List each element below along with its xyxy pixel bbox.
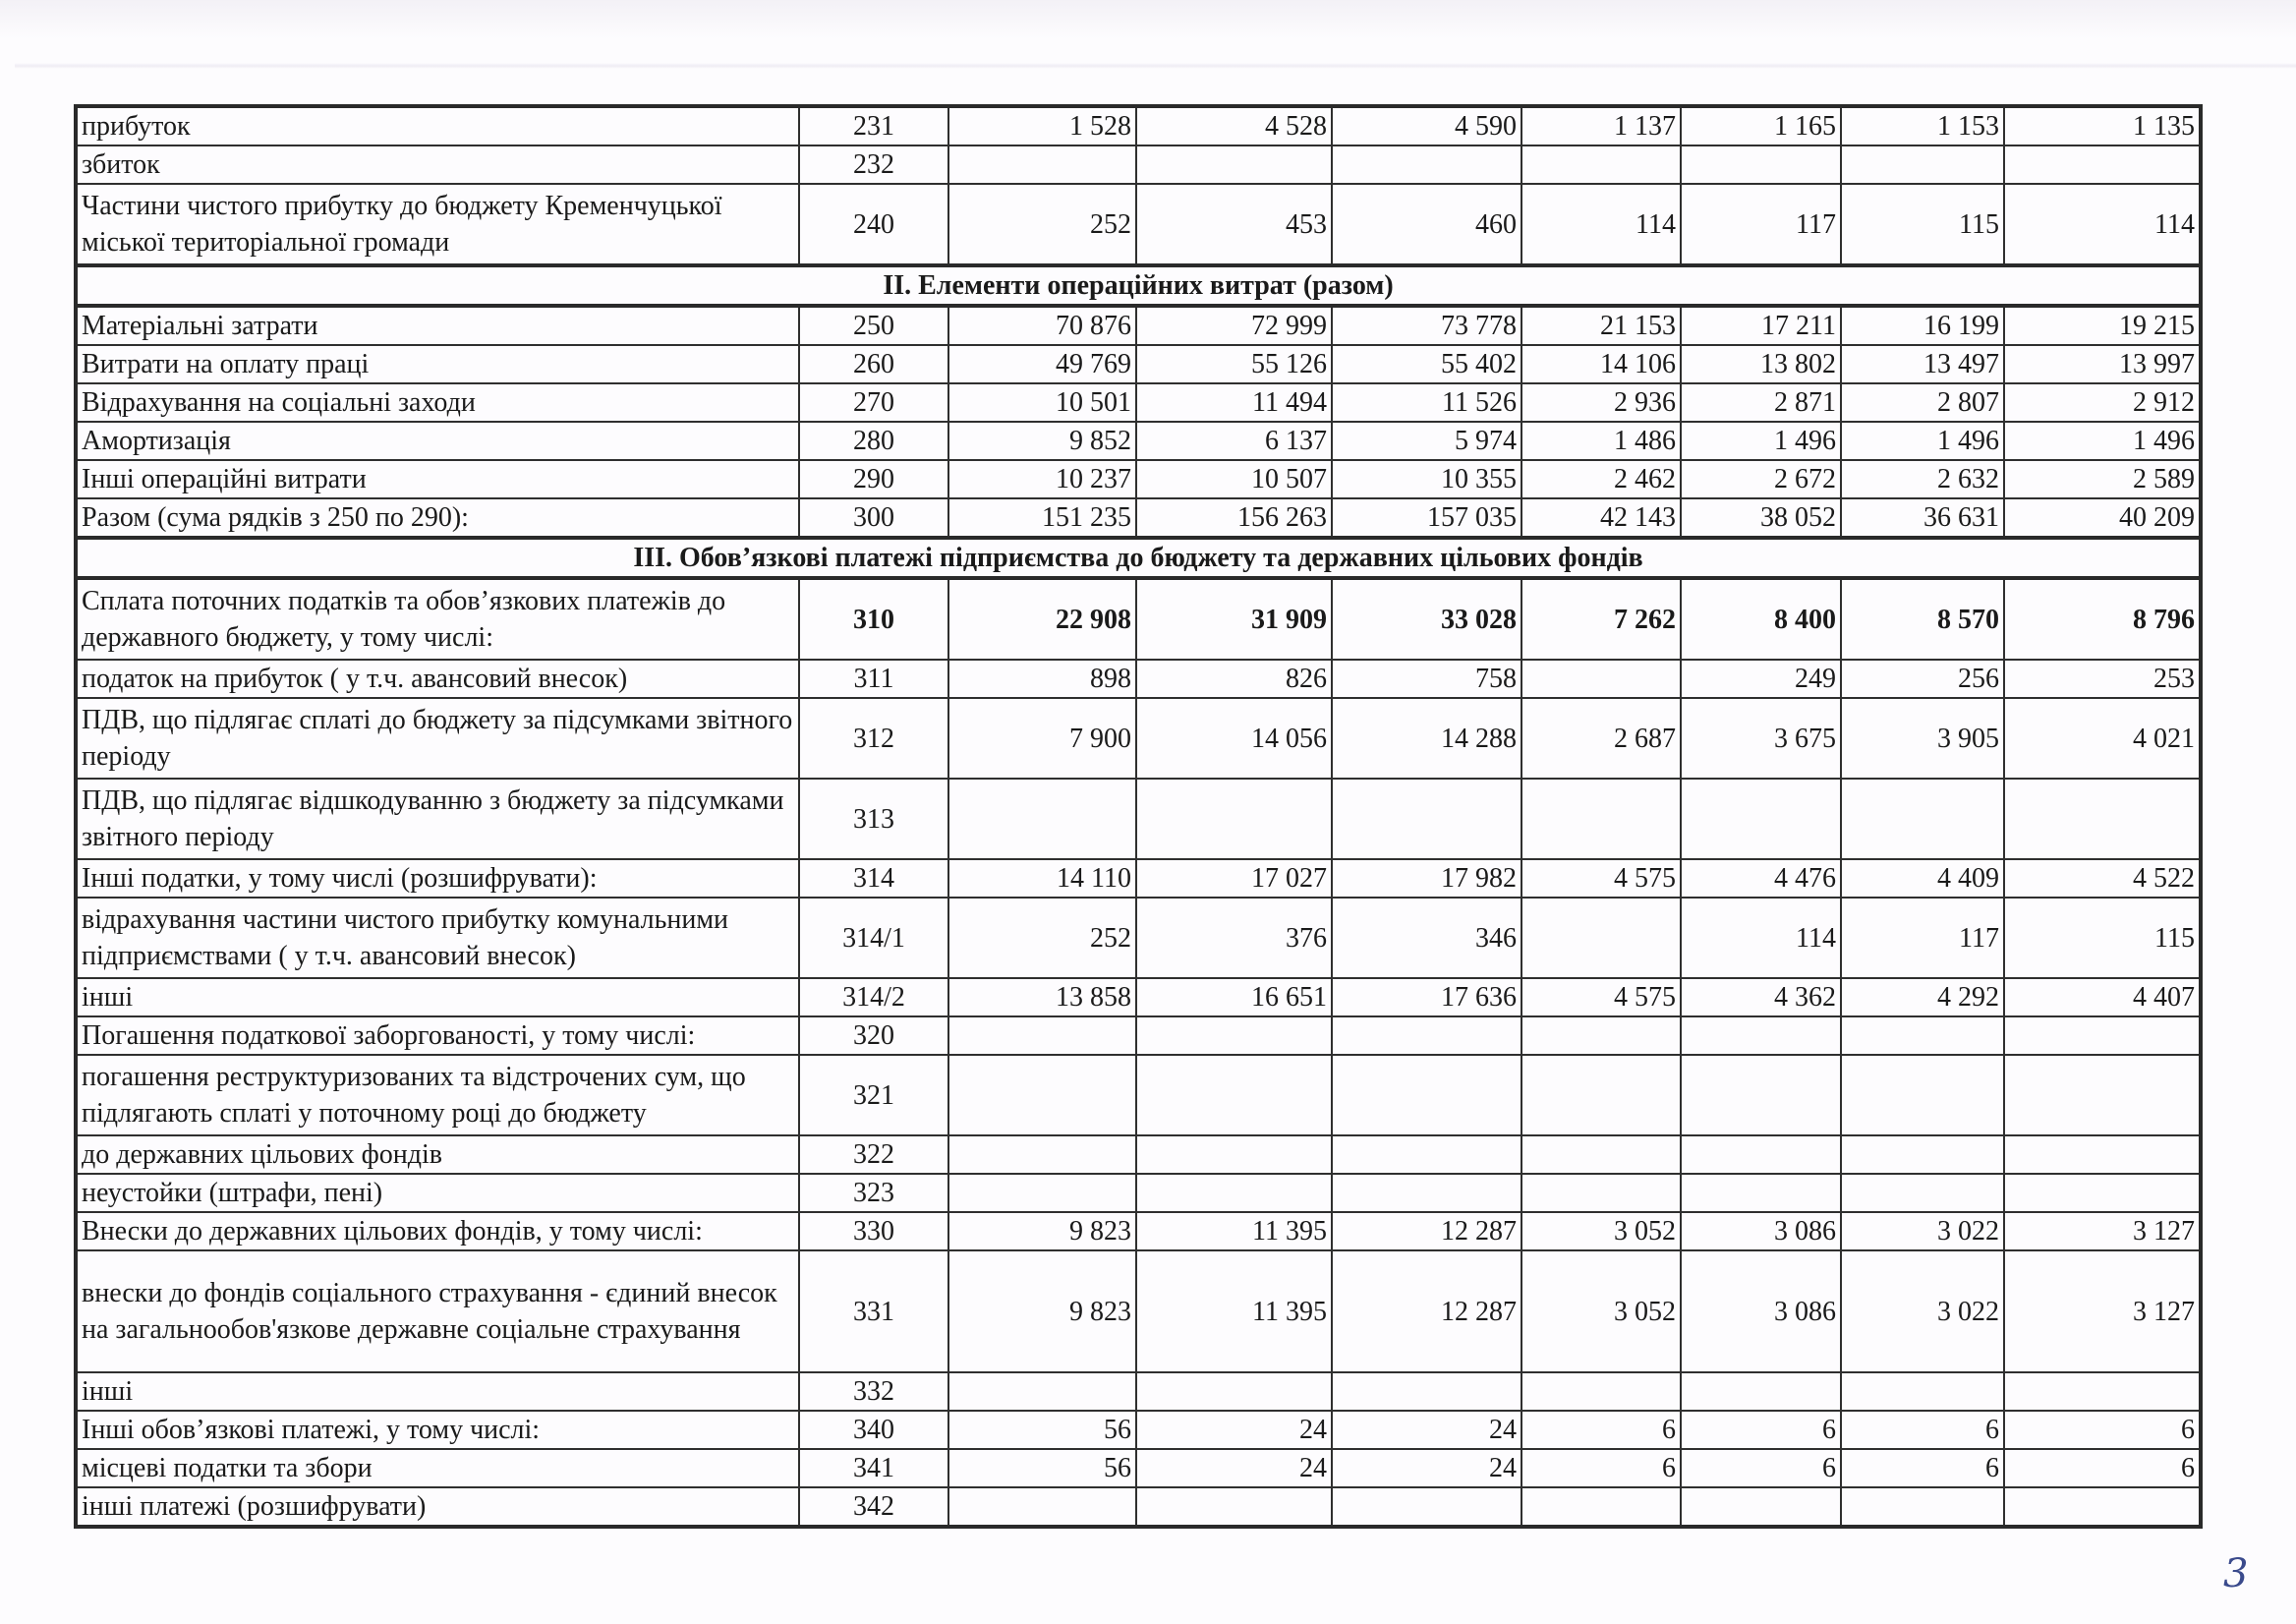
value-cell: 6 — [1841, 1411, 2004, 1449]
row-name: погашення реструктуризованих та відстрочених сум, що підлягають сплаті у поточному році до бюджету — [76, 1055, 799, 1135]
value-cell: 2 912 — [2004, 383, 2201, 422]
value-cell: 114 — [2004, 184, 2201, 265]
value-cell: 6 — [1681, 1449, 1841, 1487]
value-cell: 8 570 — [1841, 578, 2004, 660]
value-cell — [1332, 1372, 1521, 1411]
value-cell: 3 905 — [1841, 698, 2004, 779]
table-row — [76, 978, 2201, 1016]
value-cell: 24 — [1332, 1449, 1521, 1487]
table-row — [76, 898, 2201, 978]
value-cell: 256 — [1841, 660, 2004, 698]
value-cell: 3 127 — [2004, 1212, 2201, 1250]
value-cell: 4 522 — [2004, 859, 2201, 898]
value-cell: 252 — [948, 184, 1136, 265]
table-row — [76, 422, 2201, 460]
value-cell: 42 143 — [1521, 498, 1681, 538]
value-cell: 11 395 — [1136, 1212, 1332, 1250]
row-code: 260 — [799, 345, 948, 383]
value-cell: 10 507 — [1136, 460, 1332, 498]
value-cell: 3 086 — [1681, 1212, 1841, 1250]
row-code: 314/2 — [799, 978, 948, 1016]
value-cell — [1521, 1016, 1681, 1055]
value-cell — [1681, 1135, 1841, 1174]
value-cell: 13 497 — [1841, 345, 2004, 383]
value-cell: 21 153 — [1521, 306, 1681, 345]
value-cell: 24 — [1332, 1411, 1521, 1449]
financial-plan-table — [74, 104, 2203, 1529]
value-cell: 56 — [948, 1411, 1136, 1449]
value-cell: 156 263 — [1136, 498, 1332, 538]
table-row — [76, 1449, 2201, 1487]
row-code: 322 — [799, 1135, 948, 1174]
value-cell: 9 852 — [948, 422, 1136, 460]
section-title: III. Обов’язкові платежі підприємства до бюджету та державних цільових фондів — [76, 538, 2201, 578]
value-cell — [948, 1174, 1136, 1212]
value-cell: 4 021 — [2004, 698, 2201, 779]
value-cell: 3 052 — [1521, 1212, 1681, 1250]
value-cell — [1841, 1487, 2004, 1527]
value-cell — [1332, 1174, 1521, 1212]
table-row — [76, 145, 2201, 184]
row-name: інші — [76, 1372, 799, 1411]
row-code: 341 — [799, 1449, 948, 1487]
row-code: 332 — [799, 1372, 948, 1411]
value-cell: 10 501 — [948, 383, 1136, 422]
value-cell: 1 486 — [1521, 422, 1681, 460]
value-cell: 3 086 — [1681, 1250, 1841, 1372]
value-cell — [1521, 660, 1681, 698]
table-row — [76, 1016, 2201, 1055]
value-cell: 4 362 — [1681, 978, 1841, 1016]
value-cell: 114 — [1681, 898, 1841, 978]
value-cell — [1332, 145, 1521, 184]
value-cell: 2 807 — [1841, 383, 2004, 422]
value-cell: 1 528 — [948, 106, 1136, 145]
value-cell: 376 — [1136, 898, 1332, 978]
value-cell: 16 199 — [1841, 306, 2004, 345]
value-cell — [2004, 1487, 2201, 1527]
value-cell: 22 908 — [948, 578, 1136, 660]
value-cell — [948, 779, 1136, 859]
value-cell: 33 028 — [1332, 578, 1521, 660]
scan-shade — [0, 0, 2296, 39]
value-cell: 12 287 — [1332, 1212, 1521, 1250]
value-cell — [1521, 1487, 1681, 1527]
table-row — [76, 184, 2201, 265]
value-cell: 36 631 — [1841, 498, 2004, 538]
value-cell: 16 651 — [1136, 978, 1332, 1016]
value-cell: 117 — [1681, 184, 1841, 265]
row-name: інші платежі (розшифрувати) — [76, 1487, 799, 1527]
value-cell: 2 871 — [1681, 383, 1841, 422]
value-cell — [948, 1487, 1136, 1527]
table-row — [76, 578, 2201, 660]
value-cell: 17 636 — [1332, 978, 1521, 1016]
value-cell — [2004, 779, 2201, 859]
row-name: внески до фондів соціального страхування - єдиний внесок на загальнообов'язкове державне соціальне страхування — [76, 1250, 799, 1372]
value-cell: 898 — [948, 660, 1136, 698]
value-cell — [2004, 1055, 2201, 1135]
value-cell: 460 — [1332, 184, 1521, 265]
value-cell: 8 796 — [2004, 578, 2201, 660]
value-cell — [1136, 1016, 1332, 1055]
value-cell: 826 — [1136, 660, 1332, 698]
row-name: неустойки (штрафи, пені) — [76, 1174, 799, 1212]
value-cell: 6 137 — [1136, 422, 1332, 460]
section-header-row — [76, 265, 2201, 306]
value-cell: 6 — [2004, 1411, 2201, 1449]
value-cell — [1681, 779, 1841, 859]
row-name: Інші обов’язкові платежі, у тому числі: — [76, 1411, 799, 1449]
value-cell — [1136, 1174, 1332, 1212]
value-cell — [1841, 1016, 2004, 1055]
value-cell: 9 823 — [948, 1250, 1136, 1372]
row-code: 290 — [799, 460, 948, 498]
row-code: 300 — [799, 498, 948, 538]
value-cell: 157 035 — [1332, 498, 1521, 538]
value-cell: 758 — [1332, 660, 1521, 698]
value-cell: 4 476 — [1681, 859, 1841, 898]
value-cell: 14 110 — [948, 859, 1136, 898]
table-row — [76, 698, 2201, 779]
row-name: ПДВ, що підлягає відшкодуванню з бюджету за підсумками звітного періоду — [76, 779, 799, 859]
value-cell: 2 936 — [1521, 383, 1681, 422]
value-cell: 14 288 — [1332, 698, 1521, 779]
value-cell — [948, 1135, 1136, 1174]
table-row — [76, 779, 2201, 859]
table-row — [76, 345, 2201, 383]
value-cell: 117 — [1841, 898, 2004, 978]
row-code: 313 — [799, 779, 948, 859]
value-cell: 49 769 — [948, 345, 1136, 383]
value-cell: 1 496 — [1681, 422, 1841, 460]
value-cell: 70 876 — [948, 306, 1136, 345]
value-cell: 11 526 — [1332, 383, 1521, 422]
value-cell — [948, 1055, 1136, 1135]
value-cell: 11 494 — [1136, 383, 1332, 422]
value-cell: 1 496 — [2004, 422, 2201, 460]
value-cell — [1332, 779, 1521, 859]
row-code: 331 — [799, 1250, 948, 1372]
value-cell — [2004, 1135, 2201, 1174]
row-name: Разом (сума рядків з 250 по 290): — [76, 498, 799, 538]
value-cell: 346 — [1332, 898, 1521, 978]
table-row — [76, 106, 2201, 145]
value-cell — [1136, 1135, 1332, 1174]
value-cell: 1 137 — [1521, 106, 1681, 145]
value-cell: 3 022 — [1841, 1212, 2004, 1250]
value-cell: 2 589 — [2004, 460, 2201, 498]
row-code: 231 — [799, 106, 948, 145]
row-code: 232 — [799, 145, 948, 184]
value-cell — [2004, 1174, 2201, 1212]
value-cell: 17 982 — [1332, 859, 1521, 898]
value-cell: 9 823 — [948, 1212, 1136, 1250]
value-cell: 10 237 — [948, 460, 1136, 498]
value-cell: 1 153 — [1841, 106, 2004, 145]
table-row — [76, 1174, 2201, 1212]
value-cell — [1332, 1016, 1521, 1055]
value-cell — [1332, 1135, 1521, 1174]
value-cell — [1841, 1174, 2004, 1212]
value-cell: 14 056 — [1136, 698, 1332, 779]
value-cell: 12 287 — [1332, 1250, 1521, 1372]
value-cell — [1136, 1055, 1332, 1135]
value-cell — [948, 145, 1136, 184]
value-cell: 1 135 — [2004, 106, 2201, 145]
row-name: збиток — [76, 145, 799, 184]
row-code: 342 — [799, 1487, 948, 1527]
value-cell: 115 — [2004, 898, 2201, 978]
value-cell: 252 — [948, 898, 1136, 978]
value-cell — [1521, 1372, 1681, 1411]
row-name: інші — [76, 978, 799, 1016]
value-cell — [1521, 1055, 1681, 1135]
value-cell: 151 235 — [948, 498, 1136, 538]
row-code: 321 — [799, 1055, 948, 1135]
value-cell — [948, 1372, 1136, 1411]
row-name: ПДВ, що підлягає сплаті до бюджету за підсумками звітного періоду — [76, 698, 799, 779]
scan-artifact-line — [15, 63, 2296, 69]
section-header-row — [76, 538, 2201, 578]
value-cell: 4 528 — [1136, 106, 1332, 145]
value-cell — [1681, 1055, 1841, 1135]
value-cell — [2004, 1016, 2201, 1055]
table-row — [76, 1411, 2201, 1449]
value-cell — [1841, 779, 2004, 859]
table-row — [76, 1212, 2201, 1250]
value-cell: 19 215 — [2004, 306, 2201, 345]
row-name: місцеві податки та збори — [76, 1449, 799, 1487]
value-cell: 8 400 — [1681, 578, 1841, 660]
table-row — [76, 306, 2201, 345]
value-cell: 13 802 — [1681, 345, 1841, 383]
value-cell: 3 675 — [1681, 698, 1841, 779]
value-cell: 453 — [1136, 184, 1332, 265]
value-cell: 6 — [2004, 1449, 2201, 1487]
table-row — [76, 498, 2201, 538]
value-cell: 3 022 — [1841, 1250, 2004, 1372]
value-cell — [1136, 779, 1332, 859]
value-cell: 2 632 — [1841, 460, 2004, 498]
table-row — [76, 460, 2201, 498]
value-cell: 17 211 — [1681, 306, 1841, 345]
value-cell — [1332, 1487, 1521, 1527]
value-cell — [1841, 1372, 2004, 1411]
value-cell — [2004, 1372, 2201, 1411]
row-name: Погашення податкової заборгованості, у тому числі: — [76, 1016, 799, 1055]
value-cell: 10 355 — [1332, 460, 1521, 498]
value-cell — [1681, 1016, 1841, 1055]
value-cell — [1681, 1372, 1841, 1411]
value-cell: 4 575 — [1521, 859, 1681, 898]
row-name: Матеріальні затрати — [76, 306, 799, 345]
row-name: до державних цільових фондів — [76, 1135, 799, 1174]
value-cell — [1521, 1135, 1681, 1174]
value-cell: 2 687 — [1521, 698, 1681, 779]
table-row — [76, 1055, 2201, 1135]
table-row — [76, 383, 2201, 422]
row-name: прибуток — [76, 106, 799, 145]
row-name: Амортизація — [76, 422, 799, 460]
value-cell: 73 778 — [1332, 306, 1521, 345]
value-cell: 115 — [1841, 184, 2004, 265]
value-cell: 6 — [1521, 1449, 1681, 1487]
value-cell: 6 — [1841, 1449, 2004, 1487]
value-cell — [1841, 1135, 2004, 1174]
row-name: Витрати на оплату праці — [76, 345, 799, 383]
row-code: 312 — [799, 698, 948, 779]
value-cell: 14 106 — [1521, 345, 1681, 383]
value-cell: 4 590 — [1332, 106, 1521, 145]
value-cell: 31 909 — [1136, 578, 1332, 660]
value-cell: 5 974 — [1332, 422, 1521, 460]
value-cell: 253 — [2004, 660, 2201, 698]
value-cell: 1 165 — [1681, 106, 1841, 145]
value-cell: 7 900 — [948, 698, 1136, 779]
table-row — [76, 1250, 2201, 1372]
value-cell: 114 — [1521, 184, 1681, 265]
row-code: 314 — [799, 859, 948, 898]
value-cell: 3 052 — [1521, 1250, 1681, 1372]
value-cell: 4 409 — [1841, 859, 2004, 898]
row-name: Сплата поточних податків та обов’язкових платежів до державного бюджету, у тому числі: — [76, 578, 799, 660]
value-cell: 2 672 — [1681, 460, 1841, 498]
value-cell — [1681, 145, 1841, 184]
value-cell: 6 — [1681, 1411, 1841, 1449]
table-row — [76, 859, 2201, 898]
value-cell: 13 997 — [2004, 345, 2201, 383]
section-title: II. Елементи операційних витрат (разом) — [76, 265, 2201, 306]
row-code: 250 — [799, 306, 948, 345]
value-cell: 4 407 — [2004, 978, 2201, 1016]
row-name: відрахування частини чистого прибутку комунальними підприємствами ( у т.ч. авансовий внесок) — [76, 898, 799, 978]
table-row — [76, 1135, 2201, 1174]
value-cell: 17 027 — [1136, 859, 1332, 898]
value-cell — [1521, 779, 1681, 859]
value-cell: 55 402 — [1332, 345, 1521, 383]
value-cell — [1521, 145, 1681, 184]
row-name: Частини чистого прибутку до бюджету Кременчуцької міської територіальної громади — [76, 184, 799, 265]
value-cell: 1 496 — [1841, 422, 2004, 460]
row-code: 311 — [799, 660, 948, 698]
row-name: податок на прибуток ( у т.ч. авансовий внесок) — [76, 660, 799, 698]
value-cell — [1681, 1487, 1841, 1527]
table-row — [76, 1487, 2201, 1527]
value-cell — [1841, 1055, 2004, 1135]
row-name: Інші податки, у тому числі (розшифрувати): — [76, 859, 799, 898]
row-code: 270 — [799, 383, 948, 422]
value-cell — [1136, 1372, 1332, 1411]
row-name: Відрахування на соціальні заходи — [76, 383, 799, 422]
value-cell: 4 575 — [1521, 978, 1681, 1016]
row-code: 340 — [799, 1411, 948, 1449]
value-cell — [1136, 145, 1332, 184]
value-cell: 13 858 — [948, 978, 1136, 1016]
value-cell: 55 126 — [1136, 345, 1332, 383]
row-code: 240 — [799, 184, 948, 265]
value-cell — [1841, 145, 2004, 184]
value-cell: 7 262 — [1521, 578, 1681, 660]
value-cell: 6 — [1521, 1411, 1681, 1449]
row-code: 314/1 — [799, 898, 948, 978]
row-code: 310 — [799, 578, 948, 660]
row-code: 330 — [799, 1212, 948, 1250]
value-cell: 24 — [1136, 1411, 1332, 1449]
value-cell — [1521, 1174, 1681, 1212]
table-row — [76, 660, 2201, 698]
value-cell — [1681, 1174, 1841, 1212]
value-cell: 24 — [1136, 1449, 1332, 1487]
value-cell — [2004, 145, 2201, 184]
value-cell — [1521, 898, 1681, 978]
value-cell — [1136, 1487, 1332, 1527]
row-code: 320 — [799, 1016, 948, 1055]
value-cell: 249 — [1681, 660, 1841, 698]
value-cell: 72 999 — [1136, 306, 1332, 345]
value-cell: 4 292 — [1841, 978, 2004, 1016]
row-code: 280 — [799, 422, 948, 460]
value-cell: 3 127 — [2004, 1250, 2201, 1372]
value-cell — [1332, 1055, 1521, 1135]
row-code: 323 — [799, 1174, 948, 1212]
row-name: Інші операційні витрати — [76, 460, 799, 498]
value-cell: 56 — [948, 1449, 1136, 1487]
value-cell: 38 052 — [1681, 498, 1841, 538]
handwritten-page-number: 3 — [2223, 1551, 2249, 1596]
table-row — [76, 1372, 2201, 1411]
row-name: Внески до державних цільових фондів, у тому числі: — [76, 1212, 799, 1250]
value-cell: 40 209 — [2004, 498, 2201, 538]
value-cell — [948, 1016, 1136, 1055]
value-cell: 2 462 — [1521, 460, 1681, 498]
value-cell: 11 395 — [1136, 1250, 1332, 1372]
